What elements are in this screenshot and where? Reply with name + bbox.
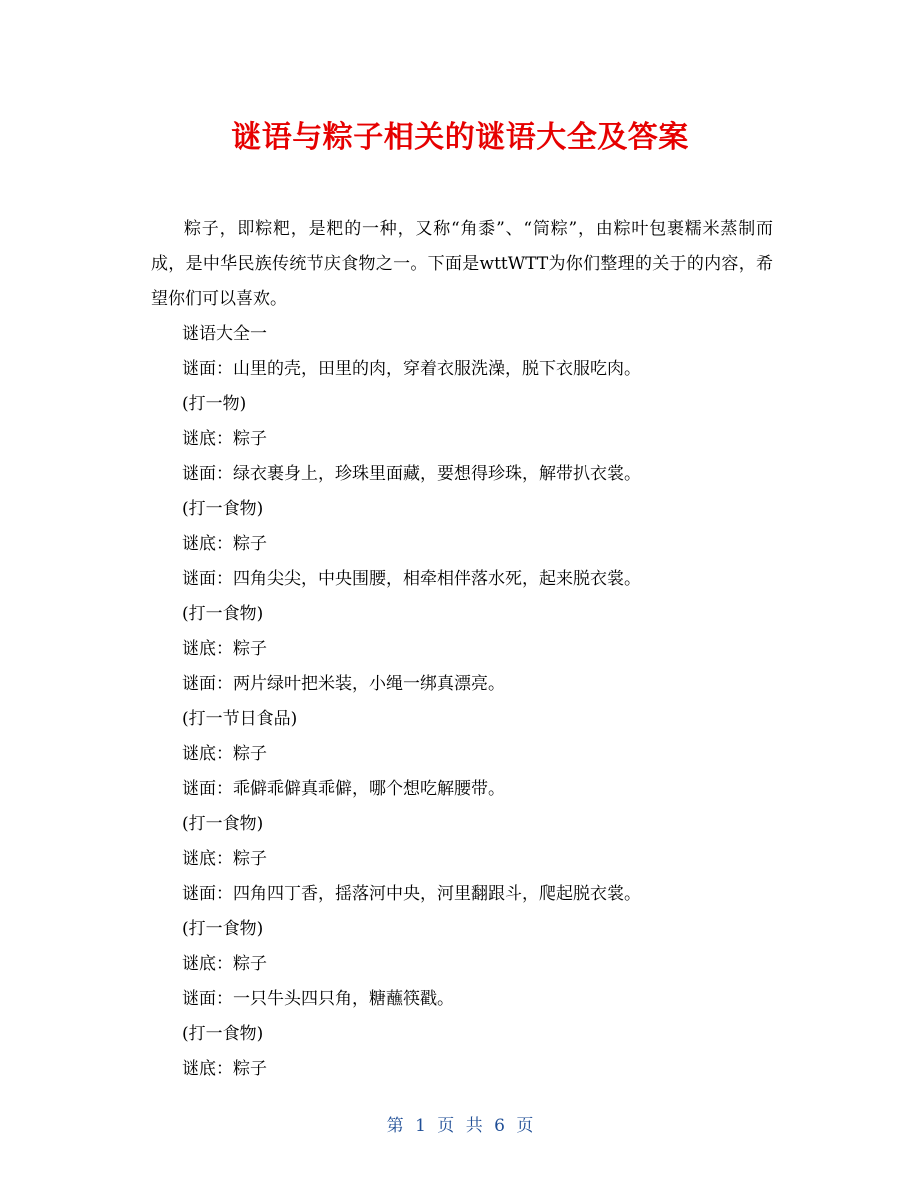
riddle-line: (打一节日食品) [182,709,298,729]
riddle-list [182,317,782,1087]
riddle-line: 谜底：粽子 [182,744,267,764]
riddle-line: 谜面：山里的壳，田里的肉，穿着衣服洗澡，脱下衣服吃肉。 [182,359,641,379]
riddle-line: 谜面：四角尖尖，中央围腰，相牵相伴落水死，起来脱衣裳。 [182,569,641,589]
riddle-line: (打一食物) [182,919,264,939]
riddle-line: 谜底：粽子 [182,534,267,554]
riddle-line: 谜面：乖僻乖僻真乖僻，哪个想吃解腰带。 [182,779,505,799]
riddle-line: 谜面：两片绿叶把米装，小绳一绑真漂亮。 [182,674,505,694]
riddle-line: 谜面：一只牛头四只角，糖蘸筷戳。 [182,989,454,1009]
riddle-line: 谜底：粽子 [182,954,267,974]
riddle-line: 谜底：粽子 [182,849,267,869]
riddle-line: 谜面：绿衣裹身上，珍珠里面藏，要想得珍珠，解带扒衣裳。 [182,464,641,484]
riddle-line: (打一食物) [182,604,264,624]
riddle-line: (打一食物) [182,499,264,519]
riddle-line: 谜底：粽子 [182,429,267,449]
document-title: 谜语与粽子相关的谜语大全及答案 [231,120,689,155]
riddle-line: 谜底：粽子 [182,1059,267,1079]
riddle-line: 谜语大全一 [182,324,267,344]
riddle-line: 谜底：粽子 [182,639,267,659]
riddle-line: (打一物) [182,394,247,414]
intro-paragraph: 粽子，即粽粑，是粑的一种，又称“角黍”、“筒粽”，由粽叶包裹糯米蒸制而成，是中华民族传统节庆食物之一。下面是wttWTT为你们整理的关于的内容，希望你们可以喜欢。 [151,219,773,309]
riddle-line: (打一食物) [182,1024,264,1044]
riddle-line: (打一食物) [182,814,264,834]
riddle-line: 谜面：四角四丁香，揺落河中央，河里翻跟斗，爬起脱衣裳。 [182,884,641,904]
page-footer: 第 1 页 共 6 页 [386,1116,534,1136]
